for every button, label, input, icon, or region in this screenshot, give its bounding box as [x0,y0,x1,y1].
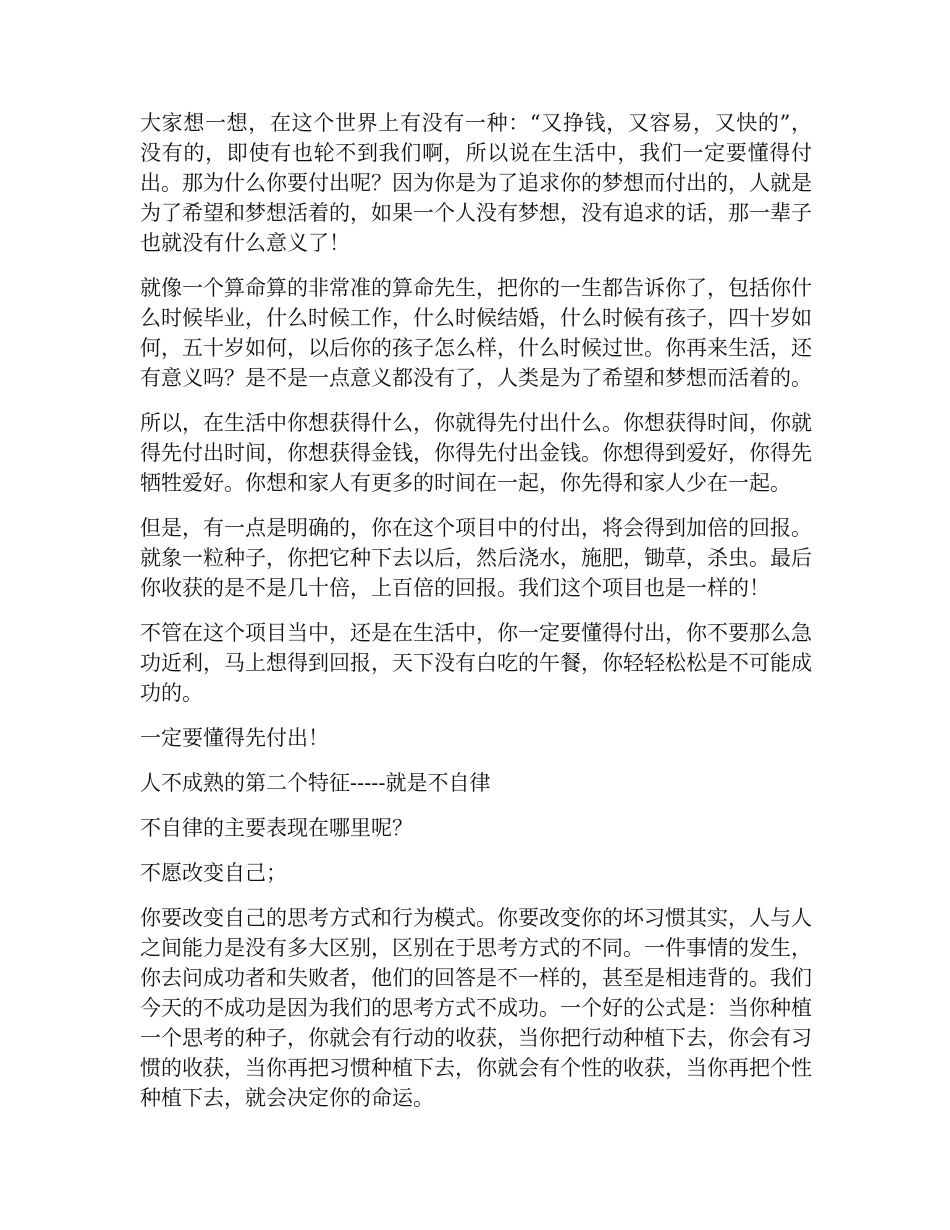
paragraph-6: 一定要懂得先付出！ [140,726,329,750]
paragraph-2: 就像一个算命算的非常准的算命先生，把你的一生都告诉你了，包括你什么时候毕业，什么时候工作，什么时候结婚，什么时候有孩子，四十岁如何，五十岁如何，以后你的孩子怎么样，什么时候过世。你再来生活，还有意义吗？是不是一点意义都没有了，人类是为了希望和梦想而活着的。 [140,276,812,390]
document-page [140,108,812,1128]
paragraph-4: 但是，有一点是明确的，你在这个项目中的付出，将会得到加倍的回报。就象一粒种子，你把它种下去以后，然后浇水，施肥，锄草，杀虫。最后你收获的是不是几十倍，上百倍的回报。我们这个项目也是一样的！ [140,516,812,600]
paragraph-5: 不管在这个项目当中，还是在生活中，你一定要懂得付出，你不要那么急功近利，马上想得到回报，天下没有白吃的午餐，你轻轻松松是不可能成功的。 [140,621,812,705]
paragraph-9: 不愿改变自己； [140,861,287,885]
paragraph-8: 不自律的主要表现在哪里呢？ [140,816,413,840]
paragraph-10: 你要改变自己的思考方式和行为模式。你要改变你的坏习惯其实，人与人之间能力是没有多大区别，区别在于思考方式的不同。一件事情的发生，你去问成功者和失败者，他们的回答是不一样的，甚至是相违背的。我们今天的不成功是因为我们的思考方式不成功。一个好的公式是：当你种植一个思考的种子，你就会有行动的收获，当你把行动种植下去，你会有习惯的收获，当你再把习惯种植下去，你就会有个性的收获，当你再把个性种植下去，就会决定你的命运。 [140,906,812,1110]
paragraph-7-heading: 人不成熟的第二个特征-----就是不自律 [140,771,491,795]
paragraph-1: 大家想一想，在这个世界上有没有一种：“又挣钱，又容易，又快的”，没有的，即使有也轮不到我们啊，所以说在生活中，我们一定要懂得付出。那为什么你要付出呢？因为你是为了追求你的梦想而付出的，人就是为了希望和梦想活着的，如果一个人没有梦想，没有追求的话，那一辈子也就没有什么意义了！ [140,111,812,255]
paragraph-3: 所以，在生活中你想获得什么，你就得先付出什么。你想获得时间，你就得先付出时间，你想获得金钱，你得先付出金钱。你想得到爱好，你得先牺牲爱好。你想和家人有更多的时间在一起，你先得和家人少在一起。 [140,411,812,495]
